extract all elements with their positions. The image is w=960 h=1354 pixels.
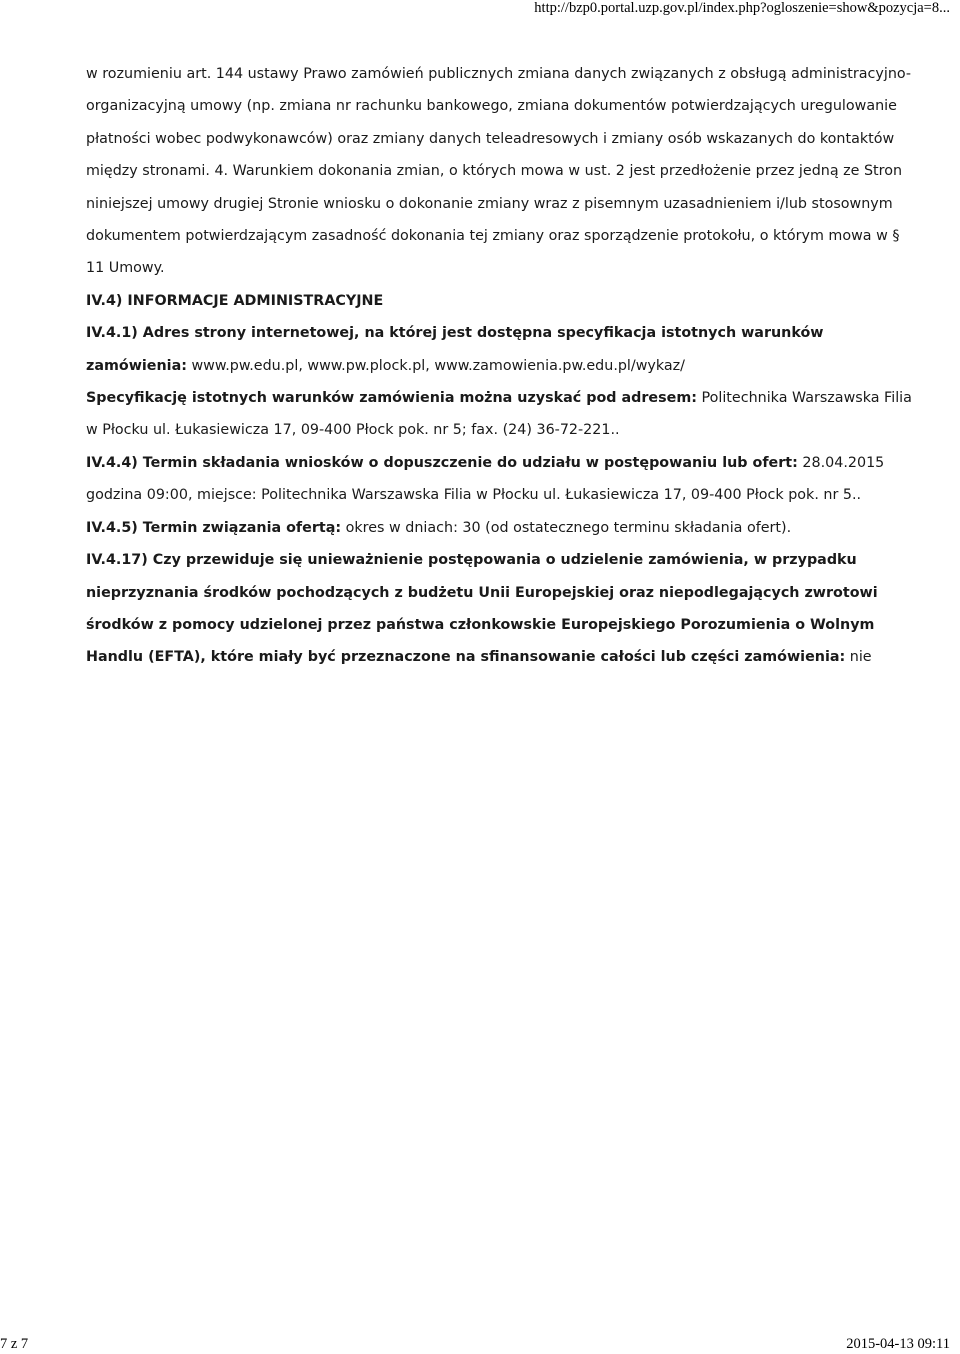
- iv45-value: okres w dniach: 30 (od ostatecznego terminu składania ofert).: [345, 519, 792, 536]
- iv45-label: IV.4.5) Termin związania ofertą:: [86, 519, 342, 536]
- iv41-value: www.pw.edu.pl, www.pw.plock.pl, www.zamowienia.pw.edu.pl/wykaz/: [191, 357, 685, 374]
- contract-changes-paragraph: w rozumieniu art. 144 ustawy Prawo zamówień publicznych zmiana danych związanych z obsługą administracyjno-organizacyjną umowy (np. zmiana nr rachunku bankowego, zmiana dokumentów potwierdzających uregulowanie płatności wobec podwykonawców) oraz zmiany danych teleadresowych i zmiany osób wskazanych do kontaktów między stronami. 4. Warunkiem dokonania zmian, o których mowa w ust. 2 jest przedłożenie przez jedną ze Stron niniejszej umowy drugiej Stronie wniosku o dokonanie zmiany wraz z pisemnym uzasadnieniem i/lub stosownym dokumentem potwierdzającym zasadność dokonania tej zmiany oraz sporządzenie protokołu, o którym mowa w § 11 Umowy.: [86, 66, 912, 277]
- section-heading-iv4-text: IV.4) INFORMACJE ADMINISTRACYJNE: [86, 292, 384, 309]
- print-footer-page-number: 7 z 7: [0, 1336, 29, 1352]
- notice-content: [86, 58, 922, 674]
- iv44-value: 28.04.2015 godzina 09:00, miejsce: Politechnika Warszawska Filia w Płocku ul. Łukasiewicza 17, 09-400 Płock pok. nr 5..: [86, 454, 885, 504]
- print-footer-datetime: 2015-04-13 09:11: [846, 1336, 950, 1352]
- iv417-label: IV.4.17) Czy przewiduje się unieważnienie postępowania o udzielenie zamówienia, w przypadku nieprzyznania środków pochodzących z budżetu Unii Europejskiej oraz niepodlegających zwrotowi środków z pomocy udzielonej przez państwa członkowskie Europejskiego Porozumienia o Wolnym Handlu (EFTA), które miały być przeznaczone na sfinansowanie całości lub części zamówienia:: [86, 552, 878, 666]
- iv45-field: [86, 512, 922, 544]
- siwz-value: Politechnika Warszawska Filia w Płocku ul. Łukasiewicza 17, 09-400 Płock pok. nr 5; fax. (24) 36-72-221..: [86, 390, 912, 439]
- iv41-field: [86, 317, 922, 382]
- siwz-label: Specyfikację istotnych warunków zamówienia można uzyskać pod adresem:: [86, 390, 697, 407]
- iv41-label: IV.4.1) Adres strony internetowej, na której jest dostępna specyfikacja istotnych warunków zamówienia:: [86, 325, 824, 374]
- siwz-field: [86, 382, 922, 447]
- iv44-field: [86, 447, 922, 512]
- section-heading-iv4: [86, 285, 922, 317]
- iv417-value: nie: [849, 649, 872, 666]
- iv44-label: IV.4.4) Termin składania wniosków o dopuszczenie do udziału w postępowaniu lub ofert:: [86, 454, 798, 471]
- iv417-field: [86, 544, 922, 674]
- print-header-url: http://bzp0.portal.uzp.gov.pl/index.php?ogloszenie=show&pozycja=8...: [534, 0, 950, 16]
